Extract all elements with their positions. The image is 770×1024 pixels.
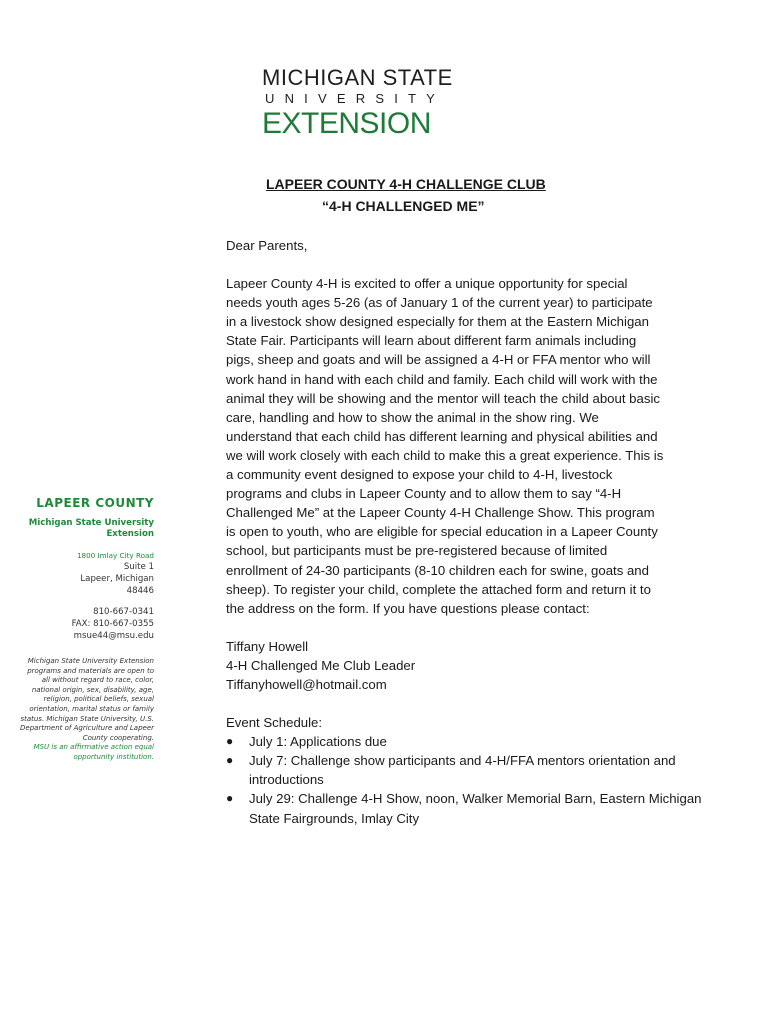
schedule-item xyxy=(226,789,716,827)
bullet-icon: ● xyxy=(226,734,234,749)
sidebar-fax: FAX: 810-667-0355 xyxy=(71,619,154,629)
sidebar-county: LAPEER COUNTY xyxy=(36,496,154,510)
sidebar-organization xyxy=(18,518,154,540)
letter-title: LAPEER COUNTY 4-H CHALLENGE CLUB xyxy=(266,176,546,192)
letter-subtitle: “4-H CHALLENGED ME” xyxy=(322,198,485,214)
contact-email: Tiffanyhowell@hotmail.com xyxy=(226,676,387,692)
schedule-item-text: July 1: Applications due xyxy=(249,734,387,750)
schedule-item-text: July 29: Challenge 4-H Show, noon, Walker Memorial Barn, Eastern Michigan State Fairgrounds, Imlay City xyxy=(249,791,702,826)
sidebar-address-suite: Suite 1 xyxy=(123,562,154,572)
sidebar-org-line-2: Extension xyxy=(106,529,154,539)
contact-role: 4-H Challenged Me Club Leader xyxy=(226,657,416,673)
bullet-icon: ● xyxy=(226,753,234,768)
sidebar-email: msue44@msu.edu xyxy=(73,631,154,641)
schedule-item xyxy=(226,751,716,789)
sidebar-org-line-1: Michigan State University xyxy=(28,518,154,528)
sidebar-address-street: 1800 Imlay City Road xyxy=(76,551,154,560)
sidebar-phone: 810-667-0341 xyxy=(93,607,154,617)
schedule-item xyxy=(226,732,716,751)
logo-line-3: EXTENSION xyxy=(262,107,431,140)
bullet-icon: ● xyxy=(226,791,234,806)
contact-block xyxy=(226,637,666,694)
msu-extension-logo xyxy=(262,65,453,140)
sidebar-address-zip: 48446 xyxy=(126,586,154,596)
greeting: Dear Parents, xyxy=(226,238,308,253)
logo-line-1: MICHIGAN STATE xyxy=(262,65,453,90)
logo-line-2: UNIVERSITY xyxy=(265,91,446,106)
contact-name: Tiffany Howell xyxy=(226,638,309,654)
event-schedule-list xyxy=(226,732,716,827)
sidebar-nondiscrimination-notice: Michigan State University Extension programs and materials are open to all without regard to race, color, national origin, sex, disability, age, religion, political beliefs, sexual orientation, marital status or family status. Michigan State University, U.S. Department of Agriculture and Lapeer County cooperating. xyxy=(20,657,154,742)
sidebar-affirmative-action: MSU is an affirmative action equal opportunity institution. xyxy=(33,743,154,761)
sidebar-contact-info xyxy=(18,496,154,763)
schedule-title: Event Schedule: xyxy=(226,715,323,731)
sidebar-address-city: Lapeer, Michigan xyxy=(80,574,154,584)
letter-body xyxy=(226,236,702,828)
schedule-item-text: July 7: Challenge show participants and 4-H/FFA mentors orientation and introductions xyxy=(249,753,676,788)
body-paragraph: Lapeer County 4-H is excited to offer a unique opportunity for special needs youth ages 5-26 (as of January 1 of the current year) to participate in a livestock show designed especially for them at the Eastern Michigan State Fair. Participants will learn about different farm animals including pigs, sheep and goats and will be assigned a 4-H or FFA mentor who will work hand in hand with each child and family. Each child will work with the animal they will be showing and the mentor will teach the child about basic care, handling and how to show the animal in the show ring. We understand that each child has different learning and physical abilities and we will work closely with each child to make this a great experience. This is a community event designed to expose your child to 4-H, livestock programs and clubs in Lapeer County and to allow them to say “4-H Challenged Me” at the Lapeer County 4-H Challenge Show. This program is open to youth, who are eligible for special education in a Lapeer County school, but participants must be pre-registered because of limited enrollment of 24-30 participants (8-10 children each for swine, goats and sheep). To register your child, complete the attached form and return it to the address on the form. If you have questions please contact: xyxy=(226,276,664,616)
